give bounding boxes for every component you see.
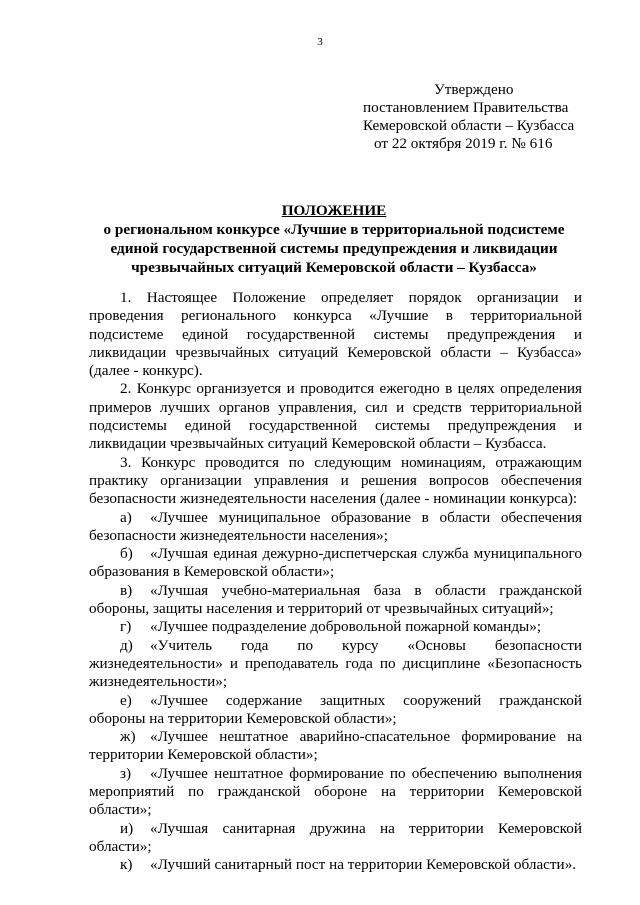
- paragraph-2: 2. Конкурс организуется и проводится ежегодно в целях определения примеров лучших органов управления, сил и средств территориальной подсистемы единой государственной системы предупреждения и ликвидации чрезвычайных ситуаций Кемеровской области – Кузбасса.: [89, 380, 582, 453]
- document-title: ПОЛОЖЕНИЕ: [281, 202, 387, 219]
- nomination-label: б): [120, 545, 133, 563]
- nomination-item: [89, 765, 582, 820]
- paragraph-3: 3. Конкурс проводится по следующим номинациям, отражающим практику организации управления и решения вопросов обеспечения безопасности жизнедеятельности населения (далее - номинации конкурса):: [89, 453, 582, 508]
- nomination-label: а): [120, 508, 132, 526]
- nomination-item: [89, 637, 582, 692]
- nomination-item: [89, 509, 582, 546]
- document-heading: [84, 201, 584, 277]
- approval-line-2: постановлением Правительства: [363, 99, 569, 116]
- nomination-text: «Лучшее нештатное аварийно-спасательное формирование на территории Кемеровской области»;: [89, 728, 582, 764]
- nomination-label: в): [120, 581, 133, 599]
- approval-line-3: Кемеровской области – Кузбасса: [363, 117, 575, 134]
- nomination-label: е): [120, 691, 132, 709]
- nomination-item: [89, 582, 582, 619]
- nomination-text: «Лучшее муниципальное образование в области обеспечения безопасности жизнедеятельности населения»;: [89, 508, 582, 544]
- nomination-label: г): [120, 618, 132, 636]
- page-number: 3: [317, 36, 323, 48]
- nomination-text: «Лучшая единая дежурно-диспетчерская служба муниципального образования в Кемеровской области»;: [89, 545, 582, 581]
- nomination-label: к): [120, 856, 133, 874]
- approval-line-1: Утверждено: [434, 81, 514, 98]
- nomination-item: [89, 692, 582, 729]
- approval-stamp: [363, 81, 603, 153]
- nomination-text: «Лучший санитарный пост на территории Кемеровской области».: [150, 856, 577, 874]
- nomination-label: ж): [120, 728, 136, 746]
- nomination-text: «Учитель года по курсу «Основы безопасности жизнедеятельности» и преподаватель года по дисциплине «Безопасность жизнедеятельности»;: [89, 636, 582, 691]
- nomination-label: д): [120, 636, 133, 654]
- nomination-text: «Лучшее содержание защитных сооружений гражданской обороны на территории Кемеровской области»;: [89, 691, 582, 727]
- nomination-text: «Лучшая санитарная дружина на территории Кемеровской области»;: [89, 819, 582, 855]
- nomination-item: [89, 618, 582, 636]
- approval-line-4: от 22 октября 2019 г. № 616: [374, 135, 553, 152]
- nomination-label: з): [120, 764, 132, 782]
- document-subtitle: о региональном конкурсе «Лучшие в территориальной подсистеме единой государственной системы предупреждения и ликвидации чрезвычайных ситуаций Кемеровской области – Кузбасса»: [103, 221, 565, 276]
- nomination-label: и): [120, 819, 134, 837]
- nomination-item: [89, 820, 582, 857]
- paragraph-1: 1. Настоящее Положение определяет порядок организации и проведения регионального конкурса «Лучшие в территориальной подсистеме единой государственной системы предупреждения и ликвидации чрезвычайных ситуаций Кемеровской области – Кузбасса» (далее - конкурс).: [89, 289, 582, 380]
- nomination-text: «Лучшая учебно-материальная база в области гражданской обороны, защиты населения и территорий от чрезвычайных ситуаций»;: [89, 581, 582, 618]
- nomination-item: [89, 856, 582, 874]
- nomination-text: «Лучшее нештатное формирование по обеспечению выполнения мероприятий по гражданской обороне на территории Кемеровской области»;: [89, 764, 582, 819]
- nomination-item: [89, 728, 582, 765]
- document-body: [89, 289, 582, 875]
- nomination-item: [89, 545, 582, 582]
- nomination-text: «Лучшее подразделение добровольной пожарной команды»;: [150, 618, 542, 636]
